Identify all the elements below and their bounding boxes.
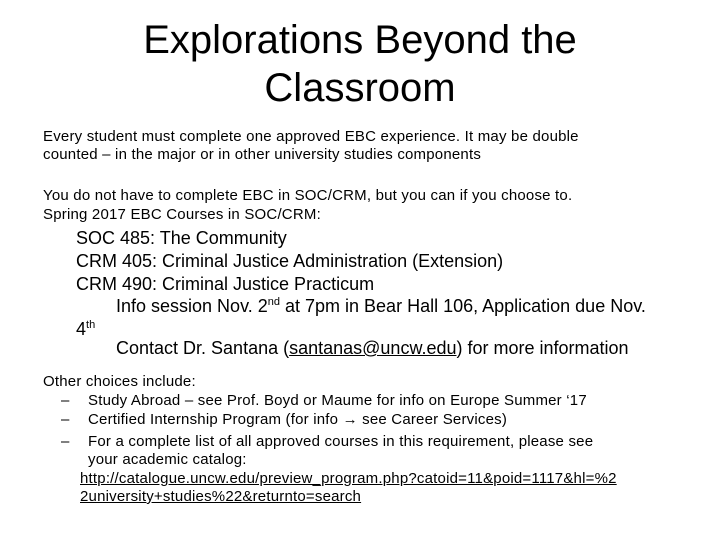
optional-note: You do not have to complete EBC in SOC/CRM, but you can if you choose to. [43, 187, 573, 204]
title-line-1: Explorations Beyond the [143, 18, 577, 62]
due-day-num: 4 [76, 319, 87, 339]
catalog-link-line-1[interactable]: http://catalogue.uncw.edu/preview_program.php?catoid=11&poid=1117&hl=%2 [80, 470, 617, 487]
info-session-sup: nd [267, 296, 280, 308]
contact-email-link[interactable]: santanas@uncw.edu [289, 338, 457, 358]
other-choice-item: Certified Internship Program (for info → see Career Services) [88, 411, 508, 428]
intro-line-1: Every student must complete one approved EBC experience. It may be double [43, 128, 579, 145]
intro-line-2: counted – in the major or in other university studies components [43, 146, 482, 163]
dash-bullet: – [61, 433, 70, 450]
catalog-link-line-2[interactable]: 2university+studies%22&returnto=search [80, 488, 362, 505]
contact-after: ) for more information [456, 338, 629, 358]
due-day [76, 318, 95, 340]
contact-line [116, 337, 629, 359]
info-session-text [116, 295, 646, 317]
course-item: SOC 485: The Community [76, 228, 287, 248]
course-item: CRM 405: Criminal Justice Administration (Extension) [76, 251, 504, 271]
info-session-before: Info session Nov. 2 [116, 296, 268, 316]
slide-title [60, 16, 660, 112]
dash-bullet: – [61, 392, 70, 409]
other-choices-heading: Other choices include: [43, 373, 196, 390]
dash-bullet: – [61, 411, 70, 428]
courses-heading: Spring 2017 EBC Courses in SOC/CRM: [43, 206, 321, 223]
info-session-after: at 7pm in Bear Hall 106, Application due Nov. [280, 296, 646, 316]
due-day-sup: th [86, 319, 96, 331]
course-item: CRM 490: Criminal Justice Practicum [76, 274, 375, 294]
contact-before: Contact Dr. Santana ( [116, 338, 290, 358]
title-line-2: Classroom [264, 66, 456, 110]
other-choice-item: Study Abroad – see Prof. Boyd or Maume for info on Europe Summer ‘17 [88, 392, 587, 409]
catalog-item-line-2: your academic catalog: [88, 451, 247, 468]
catalog-item-line-1: For a complete list of all approved courses in this requirement, please see [88, 433, 594, 450]
